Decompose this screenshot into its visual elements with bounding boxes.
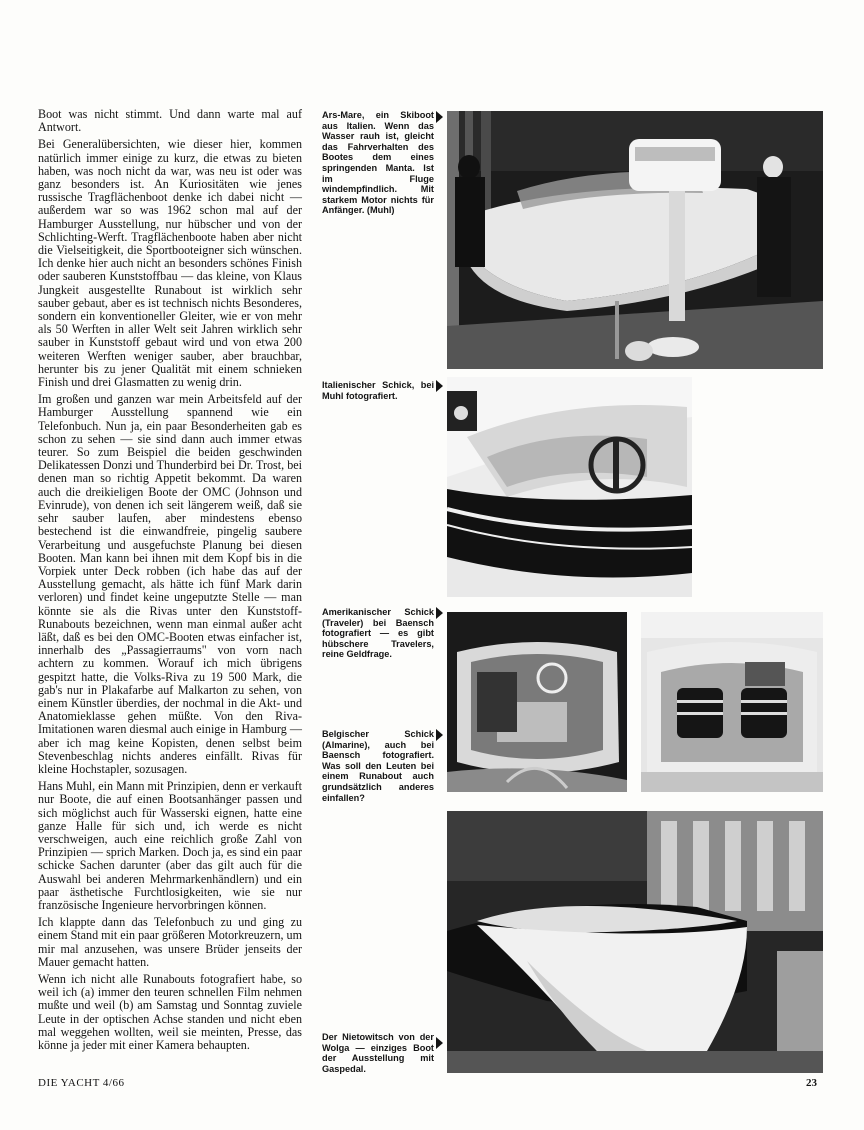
caption-arrow-icon [436,607,443,619]
article-body [38,108,302,1056]
photo-nietowitsch [447,811,823,1073]
boat-photo-image [447,612,627,792]
caption-arrow-icon [436,380,443,392]
article-paragraph: Boot was nicht stimmt. Und dann warte mal auf Antwort. [38,107,302,135]
photo-italienischer-schick [447,377,692,597]
article-paragraph: Im großen und ganzen war mein Arbeitsfeld auf der Hamburger Ausstellung spannend wie ein Telefonbuch. Nun ja, ein paar Besonderheiten gab es schon zu sehen — sie sind dann auch immer etwas teurer. So zum Beispiel die beiden geschwinden Delikatessen Donzi und Thunderbird bei Dr. Trost, bei denen man so richtig Appetit bekommt. Da waren auch die dreikieligen Boote der OMC (Johnson und Evinrude), von denen ich seit längerem weiß, daß sie sehr sauber laufen, aber mindestens ebenso bestechend ist die einwandfreie, pingelig saubere Verarbeitung und ausgefuchste Planung bei diesen Booten. Man kann bei ihnen mit dem Kopf bis in die Vorpiek unter Deck robben (ich habe das auf der Ausstellung gemacht, als hätte ich fünf Mark darin verloren) und findet keine ungeputzte Stelle — man könnte sie als die Rivas unter den Kunststoff-Runabouts bezeichnen, wenn man einmal außer acht läßt, daß es bei den OMC-Booten etwas einfacher ist, innerhalb des „Passagierraums" von vorn nach achtern zu kommen. Worauf ich mich übrigens gespitzt hatte, die Volks-Riva zu 19 500 Mark, die gab's nur in Plakafarbe auf Malkarton zu sehen, von einem Künstler überdies, der nochmal in die Akt- und Anatomieklasse gehen müßte. Von den Riva-Imitationen waren diesmal auch einige in Hamburg — aber ich mag keine Kopisten, denen selbst beim Stevenbeschlag nichts anderes einfällt. Rivas für kleine Hochstapler, sozusagen. [38,392,302,776]
photo-belgischer-schick [641,612,823,792]
article-paragraph: Ich klappte dann das Telefonbuch zu und ging zu einem Stand mit ein paar größeren Motorkreuzern, um mir mal anzusehen, was unsere Brüder jenseits der Mauer gemacht hatten. [38,915,302,969]
magazine-issue-label: DIE YACHT 4/66 [38,1077,125,1089]
article-paragraph: Hans Muhl, ein Mann mit Prinzipien, denn er verkauft nur Boote, die auf einen Bootsanhänger passen und sich möglichst auch für Wasserski eignen, hatte eine ganze Halle für sich und, ich werde es nicht verschweigen, auch eine reichlich große Zahl von Prinzipien — sprich Marken. Doch ja, es sind ein paar schicke Sachen darunter (aber das gilt auch für die Auswahl bei anderen Mehrmarkenhändlern) und ein paar ästhetische Furchtlosigkeiten, wie sie nur französische Ingenieure hervorbringen können. [38,779,302,912]
boat-photo-image [447,111,823,369]
boat-photo-image [641,612,823,792]
caption-arrow-icon [436,111,443,123]
photo-amerikanischer-schick [447,612,627,792]
caption-amerikanischer-schick: Amerikanischer Schick (Traveler) bei Baensch fotografiert — es gibt hübschere Travelers, reine Geldfrage. [322,607,434,660]
caption-italienischer-schick: Italienischer Schick, bei Muhl fotografiert. [322,380,434,401]
article-paragraph: Bei Generalübersichten, wie dieser hier, kommen natürlich immer einige zu kurz, die etwas zu bieten haben, was noch nicht da war, was neu ist oder was ganz besonders ist. An Kuriositäten wie jenes russische Tragflächenboot denke ich dabei nicht — außerdem war so was 1962 schon mal auf der Hamburger Ausstellung, nur hübscher und von der Schlichting-Werft. Tragflächenboote haben aber nicht die Vielseitigkeit, die Sportbooteigner sich wünschen. Ich denke hier auch nicht an besonders schönes Finish oder sauberen Kunststoffbau — das kleine, von Klaus Jungkeit ausgestellte Runabout ist wirklich sehr sauber gebaut, aber es ist technisch nichts Besonderes, sondern ein konventioneller Gleiter, wie er von mehr als 50 Werften in aller Welt seit Jahren wirklich sehr sauber in Kunststoff gebaut wird und von etwa 200 weiteren Werften weniger sauber, aber brauchbar, herunter bis zu jener Qualität mit einem schnieken Finish und drei Glasmatten zu wenig drin. [38,137,302,390]
page-number: 23 [806,1077,817,1089]
caption-arrow-icon [436,729,443,741]
article-paragraph: Wenn ich nicht alle Runabouts fotografiert habe, so weil ich (a) immer den teuren schnellen Film nehmen mußte und weil (b) am Samstag und Sonntag zuviele Leute in der optischen Achse standen und nicht eben mal weggehen wollten, weil sie meinten, Presse, das könne ja jeder mit einer Kamera behaupten. [38,972,302,1053]
caption-arrow-icon [436,1037,443,1049]
caption-nietowitsch: Der Nietowitsch von der Wolga — einziges Boot der Ausstellung mit Gaspedal. [322,1032,434,1074]
caption-ars-mare: Ars-Mare, ein Skiboot aus Italien. Wenn das Wasser rauh ist, gleicht das Fahrverhalten des Bootes dem eines springenden Manta. Ist im Fluge windempfindlich. Mit starkem Motor nichts für Anfänger. (Muhl) [322,110,434,216]
boat-photo-image [447,377,692,597]
photo-ars-mare-boat [447,111,823,369]
boat-photo-image [447,811,823,1073]
caption-belgischer-schick: Belgischer Schick (Almarine), auch bei Baensch fotografiert. Was soll den Leuten bei einem Runabout auch grundsätzlich anderes einfallen? [322,729,434,803]
